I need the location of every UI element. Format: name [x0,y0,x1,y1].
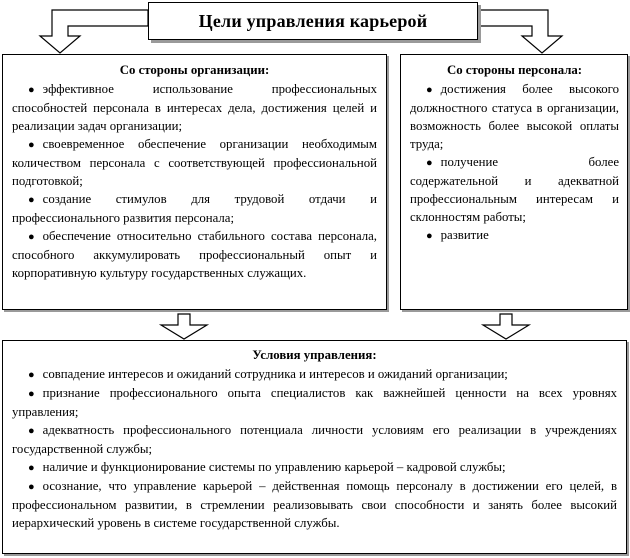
conditions-box [2,340,627,554]
bullet-icon: ● [28,425,35,437]
list-item: ● получение более содержательной и адекватной профессиональным интересам и склонностям работы; [410,155,619,224]
arrow-organization-to-conditions [161,314,207,339]
arrow-title-to-staff [478,10,562,53]
staff-heading: Со стороны персонала: [446,63,583,77]
list-item: ● наличие и функционирование системы по управлению карьерой – кадровой службы; [12,458,617,477]
conditions-list [12,365,617,532]
conditions-heading: Условия управления: [252,348,377,362]
bullet-icon: ● [28,231,35,243]
list-item: ● осознание, что управление карьерой – действенная помощь персоналу в достижении его целей, в профессиональном развитии, в стремлении реализовывать свои способности и занять более высокий иерархический уровень в системе государственной службы. [12,479,617,530]
bullet-icon: ● [426,157,433,169]
list-item: ● признание профессионального опыта специалистов как важнейшей ценности на всех уровнях управления; [12,386,617,419]
bullet-icon: ● [28,388,35,400]
bullet-icon: ● [28,194,35,206]
list-item: ● адекватность профессионального потенциала личности условиям его реализации в учреждениях государственной службы; [12,423,617,456]
list-item: ● обеспечение относительно стабильного состава персонала, способного аккумулировать профессиональный опыт и корпоративную культуру государственных служащих. [12,229,377,280]
staff-box [400,54,628,310]
bullet-icon: ● [426,230,433,242]
title-box [148,2,478,40]
diagram-title: Цели управления карьерой [198,11,428,31]
organization-heading: Со стороны организации: [119,63,270,77]
bullet-icon: ● [426,84,433,96]
arrow-staff-to-conditions [483,314,529,339]
list-item: ● создание стимулов для трудовой отдачи и профессионального развития персонала; [12,192,377,225]
bullet-icon: ● [28,369,35,381]
bullet-icon: ● [28,139,35,151]
list-item: ● совпадение интересов и ожиданий сотрудника и интересов и ожиданий организации; [12,365,617,384]
bullet-icon: ● [28,481,35,493]
list-item: ● эффективное использование профессиональных способностей персонала в интересах дела, достижения целей и реализации задач организации; [12,82,377,133]
organization-list [12,80,377,282]
list-item: ● достижения более высокого должностного статуса в организации, возможность более высокой оплаты труда; [410,82,619,151]
organization-box [2,54,387,310]
list-item: ● своевременное обеспечение организации необходимым количеством персонала с соответствующей профессиональной подготовкой; [12,137,377,188]
list-item: ● развитие [410,226,619,245]
arrow-title-to-organization [40,10,148,53]
bullet-icon: ● [28,462,35,474]
staff-list [410,80,619,245]
bullet-icon: ● [28,84,35,96]
